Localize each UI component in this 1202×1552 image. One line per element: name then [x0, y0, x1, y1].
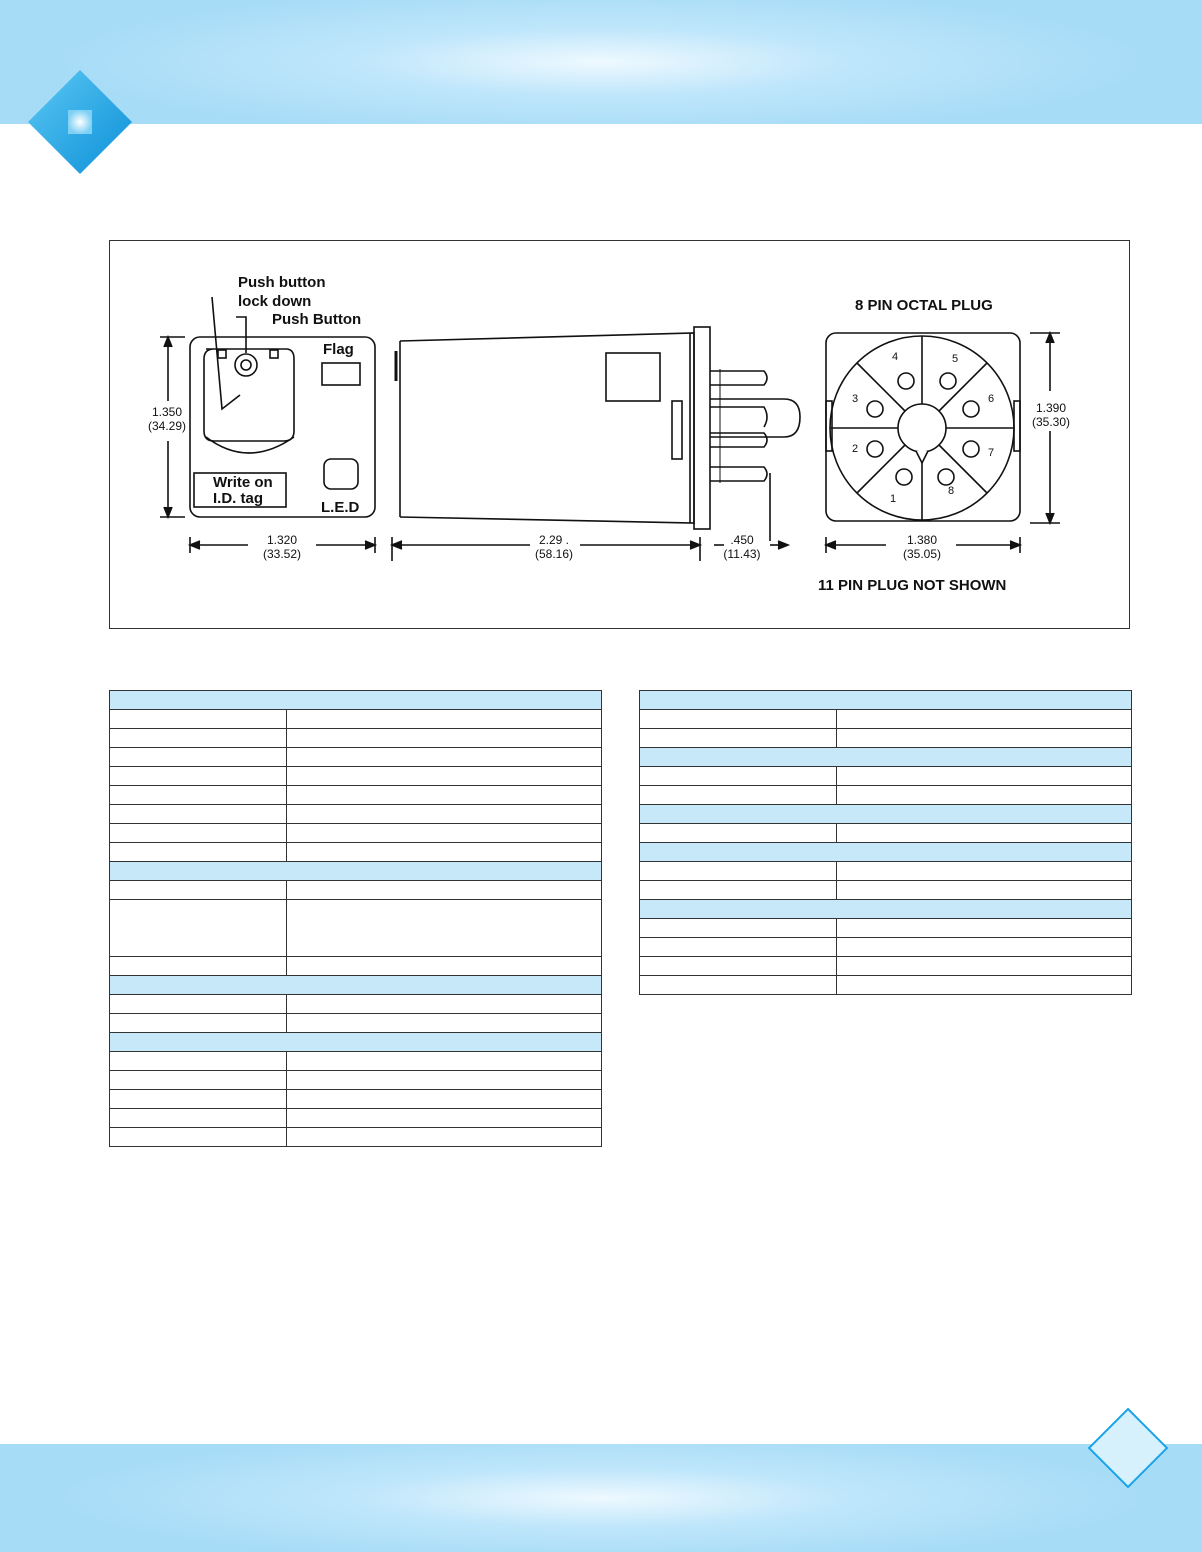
table-section-header — [640, 843, 1132, 862]
table-row — [640, 862, 1132, 881]
pin-label-1: 1 — [890, 493, 897, 505]
id-tag-label: Write on I.D. tag — [213, 474, 273, 507]
side-length-dimension: 2.29 . (58.16) — [534, 533, 574, 561]
plug-height-dimension: 1.390 (35.30) — [1031, 401, 1071, 429]
flag-label: Flag — [323, 341, 354, 358]
plug-key-hole — [898, 404, 946, 452]
pin-label-4: 4 — [892, 351, 899, 363]
table-row — [110, 957, 602, 976]
front-width-dimension: 1.320 (33.52) — [262, 533, 302, 561]
table-row — [110, 1052, 602, 1071]
table-row — [110, 824, 602, 843]
table-section-header — [640, 805, 1132, 824]
led-window — [324, 459, 358, 489]
table-row — [640, 729, 1132, 748]
footer-diamond-icon — [1088, 1408, 1168, 1488]
table-row — [640, 881, 1132, 900]
table-row — [110, 805, 602, 824]
table-row — [640, 710, 1132, 729]
table-row — [110, 748, 602, 767]
pin-label-2: 2 — [852, 443, 859, 455]
push-button-lock-down-label: Push button lock down — [238, 274, 326, 310]
table-row — [110, 729, 602, 748]
push-button-leader — [236, 317, 246, 353]
table-row — [640, 767, 1132, 786]
specifications-table-left — [109, 690, 602, 1147]
pin-label-6: 6 — [988, 393, 995, 405]
push-button-circle — [235, 354, 257, 376]
table-section-header — [110, 691, 602, 710]
table-row — [110, 767, 602, 786]
front-height-dimension: 1.350 (34.29) — [147, 405, 187, 433]
footer-band — [0, 1444, 1202, 1552]
table-row — [110, 843, 602, 862]
table-row — [110, 1071, 602, 1090]
plug-note: 11 PIN PLUG NOT SHOWN — [818, 577, 1007, 594]
table-row — [640, 976, 1132, 995]
table-row — [110, 1128, 602, 1147]
plug-outline — [826, 333, 1020, 521]
table-row — [110, 1014, 602, 1033]
table-section-header — [110, 976, 602, 995]
pin-length-dimension: .450 (11.43) — [723, 533, 761, 561]
specifications-table-right — [639, 690, 1132, 995]
table-row — [640, 957, 1132, 976]
table-row — [110, 1109, 602, 1128]
table-row — [640, 919, 1132, 938]
plug-title: 8 PIN OCTAL PLUG — [855, 297, 993, 314]
pin-label-8: 8 — [948, 485, 955, 497]
relay-dimension-drawing — [109, 240, 1130, 629]
header-band — [0, 0, 1202, 124]
plug-width-dimension: 1.380 (35.05) — [902, 533, 942, 561]
table-row — [640, 938, 1132, 957]
table-row — [110, 710, 602, 729]
flag-window — [322, 363, 360, 385]
table-row — [110, 1090, 602, 1109]
table-section-header — [110, 862, 602, 881]
header-diamond-logo — [28, 70, 132, 174]
push-button-label: Push Button — [272, 311, 362, 328]
pin-label-3: 3 — [852, 393, 859, 405]
table-section-header — [640, 748, 1132, 767]
table-row — [110, 881, 602, 900]
table-section-header — [640, 691, 1132, 710]
pin-label-5: 5 — [952, 353, 959, 365]
table-row — [640, 786, 1132, 805]
table-row — [110, 900, 602, 957]
table-row — [110, 995, 602, 1014]
led-label: L.E.D — [321, 499, 360, 516]
table-row — [110, 786, 602, 805]
table-row — [640, 824, 1132, 843]
side-label-window — [606, 353, 660, 401]
pin-label-7: 7 — [988, 447, 995, 459]
table-section-header — [110, 1033, 602, 1052]
table-section-header — [640, 900, 1132, 919]
